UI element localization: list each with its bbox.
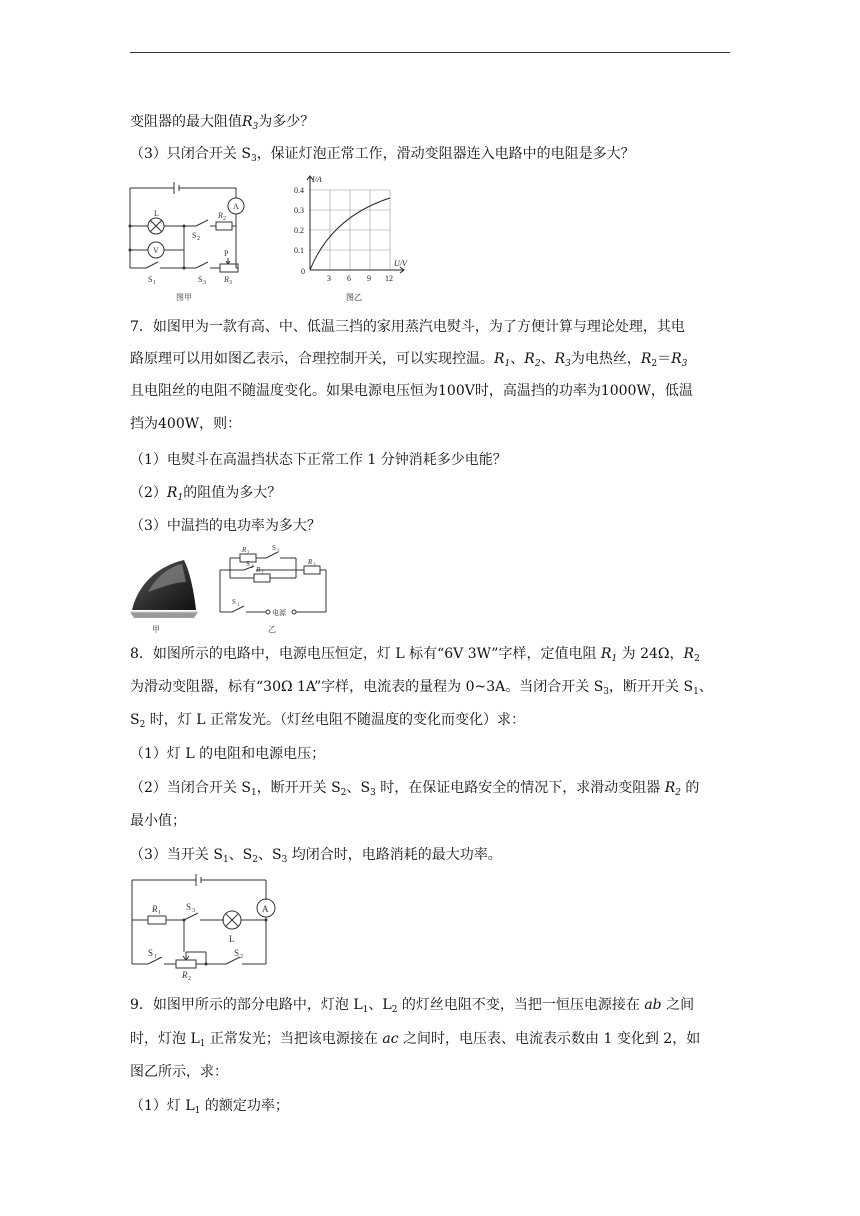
q7-sub-3 (130, 517, 321, 535)
x-tick: 12 (385, 274, 393, 283)
q7-line-4 (130, 415, 241, 433)
sub: 1 (504, 359, 511, 369)
s1-sub: 1 (237, 603, 240, 608)
power-source-label: 电源 (272, 609, 286, 617)
q7-circuit-diagram (214, 544, 336, 636)
r3-sub: 3 (313, 563, 316, 568)
s1-label: S (232, 598, 236, 606)
s2-sub: 2 (251, 565, 254, 570)
fig-caption-b: 乙 (268, 625, 276, 634)
var: ab (644, 997, 662, 1013)
r2-label: R (182, 970, 188, 980)
r2-sub: 2 (223, 216, 226, 222)
q6-continuation (130, 113, 314, 131)
s3-label: S (198, 275, 203, 284)
text: 变阻器的最大阻值 (130, 114, 242, 130)
r2-sub: 2 (188, 976, 191, 982)
text: （3）中温挡的电功率为多大？ (130, 518, 321, 534)
sub: 3 (370, 788, 376, 798)
sub: 1 (250, 788, 257, 798)
text: （1）灯 L (130, 1098, 195, 1114)
s1-sub: 1 (153, 280, 156, 286)
q8-sub-1 (130, 745, 325, 763)
y-tick: 0.2 (294, 226, 304, 235)
text: 时，灯 L 正常发光。（灯丝电阻不随温度的变化而变化）求： (145, 712, 525, 728)
q8-sub-2-cont (130, 812, 186, 830)
sub: 3 (252, 122, 259, 132)
x-tick: 3 (327, 274, 331, 283)
text: 、 (510, 351, 525, 367)
r3-label: R (308, 558, 313, 566)
text: 9．如图甲所示的部分电路中，灯泡 L (130, 997, 363, 1013)
sub: 3 (681, 359, 688, 369)
fig-caption-a: 图甲 (176, 293, 192, 302)
sub: 1 (362, 1005, 369, 1015)
voltmeter-label: V (153, 246, 159, 255)
s2-sub: 2 (197, 236, 200, 242)
sub: 1 (194, 1106, 201, 1116)
text: 为多少？ (258, 114, 315, 130)
text: 为电热丝， (570, 351, 641, 367)
text: （1）灯 L 的电阻和电源电压； (130, 746, 326, 762)
q8-circuit-diagram (126, 868, 278, 982)
var: R (166, 485, 178, 501)
var: R (640, 351, 652, 367)
var: R (671, 351, 682, 367)
s2-label: S (246, 560, 250, 568)
text: 8．如图所示的电路中，电源电压恒定，灯 L 标有“6V 3W”字样，定值电阻 (130, 646, 601, 662)
q8-line-3 (130, 711, 525, 729)
text: S (130, 712, 140, 728)
s3-label: S (272, 544, 276, 552)
text: 图乙所示，求： (130, 1064, 228, 1080)
fig-caption-b: 图乙 (346, 293, 362, 302)
sub: 1 (177, 493, 184, 503)
sub: 3 (281, 855, 288, 865)
s1-label: S (148, 275, 153, 284)
text: 、 (698, 679, 713, 695)
text: 的额定功率； (200, 1098, 289, 1114)
r2-label: R (218, 211, 223, 220)
text: ，断开开关 S (256, 780, 341, 796)
text: （2）当闭合开关 S (130, 780, 251, 796)
s2-sub: 2 (240, 954, 243, 960)
y-tick: 0.3 (294, 206, 304, 215)
q6-part3 (130, 145, 635, 163)
r1-sub: 1 (261, 571, 264, 576)
text: 为滑动变阻器，标有“30Ω 1A”字样，电流表的量程为 0~3A。当闭合开关 S (130, 679, 604, 695)
text: （3）只闭合开关 S (130, 146, 251, 162)
sub: 3 (250, 154, 257, 164)
var: R (494, 351, 505, 367)
q8-sub-3 (130, 846, 502, 864)
s1-label: S (148, 948, 154, 958)
y-tick: 0.1 (294, 246, 304, 255)
sub: 3 (565, 359, 571, 369)
q7-line-3 (130, 382, 693, 400)
sub: 2 (391, 1005, 398, 1015)
text: 、S (346, 780, 371, 796)
s1-sub: 1 (154, 954, 157, 960)
sub: 1 (199, 1039, 206, 1049)
origin-label: 0 (301, 267, 305, 276)
text: ＝ (657, 351, 672, 367)
q6-circuit-diagram (124, 176, 264, 306)
sub: 2 (340, 788, 347, 798)
x-axis-label: U/V (394, 259, 407, 268)
text: 正常发光；当把该电源接在 (205, 1031, 383, 1047)
text: 均闭合时，电路消耗的最大功率。 (287, 847, 502, 863)
text: （1）电熨斗在高温挡状态下正常工作 1 分钟消耗多少电能？ (130, 452, 507, 468)
text: ，保证灯泡正常工作，滑动变阻器连入电路中的电阻是多大？ (256, 146, 635, 162)
var: R (664, 780, 676, 796)
text: 时，灯泡 L (130, 1031, 200, 1047)
var-r: R (242, 114, 253, 130)
q6-iu-graph (286, 170, 416, 304)
sub: 2 (534, 359, 541, 369)
s3-sub: 3 (203, 280, 206, 286)
lamp-label: L (229, 934, 235, 944)
text: ，断开开关 S (609, 679, 694, 695)
text: 、S (228, 847, 253, 863)
q8-line-1 (130, 645, 700, 663)
ammeter-label: A (233, 202, 239, 211)
s3-sub: 3 (277, 549, 280, 554)
sub: 3 (603, 687, 610, 697)
text: （3）当开关 S (130, 847, 223, 863)
lamp-label: L (154, 209, 159, 218)
text: 时，在保证电路安全的情况下，求滑动变阻器 (375, 780, 665, 796)
q7-line-1 (130, 318, 685, 336)
text: 7．如图甲为一款有高、中、低温三挡的家用蒸汽电熨斗，为了方便计算与理论处理，其电 (130, 319, 685, 335)
text: 的 (680, 780, 700, 796)
q9-sub-1 (130, 1097, 289, 1115)
sub: 2 (675, 788, 681, 798)
var: R (554, 351, 566, 367)
text: 、S (258, 847, 282, 863)
fig-caption-a: 甲 (152, 625, 160, 634)
text: 为 24Ω， (617, 646, 684, 662)
text: 且电阻丝的电阻不随温度变化。如果电源电压恒为100V时，高温挡的功率为1000W，低温 (130, 383, 693, 399)
var: R (600, 646, 612, 662)
text: 挡为400W，则： (130, 416, 242, 432)
sub: 1 (222, 855, 229, 865)
text: 最小值； (130, 813, 186, 829)
var: ac (382, 1031, 399, 1047)
y-axis-label: I/A (312, 175, 322, 184)
s2-label: S (234, 948, 240, 958)
sub: 2 (694, 654, 700, 664)
text: 的阻值为多大？ (183, 485, 282, 501)
sub: 2 (139, 720, 146, 730)
text: 之间 (661, 997, 695, 1013)
r1-label: R (152, 904, 158, 914)
q7-steam-iron-image (128, 552, 208, 636)
q9-line-1 (130, 996, 694, 1014)
r1-sub: 1 (158, 910, 161, 916)
q7-sub-2 (130, 484, 281, 502)
x-tick: 6 (347, 274, 351, 283)
header-rule (130, 52, 730, 53)
y-tick: 0.4 (294, 186, 304, 195)
s2-label: S (192, 231, 197, 240)
r3-label: R (224, 275, 229, 284)
q7-sub-1 (130, 451, 507, 469)
text: （2） (130, 485, 167, 501)
r2-sub: 2 (247, 551, 250, 556)
s3-label: S (186, 902, 192, 912)
sub: 2 (651, 359, 658, 369)
var: R (683, 646, 695, 662)
text: 之间时，电压表、电流表示数由 1 变化到 2，如 (398, 1031, 701, 1047)
r2-label: R (242, 546, 247, 554)
q8-line-2 (130, 678, 713, 696)
text: 路原理可以用如图乙表示，合理控制开关，可以实现控温。 (130, 351, 494, 367)
q9-line-3 (130, 1063, 228, 1081)
r3-sub: 3 (229, 280, 232, 286)
x-tick: 9 (367, 274, 371, 283)
sub: 2 (252, 855, 259, 865)
s3-sub: 3 (192, 908, 195, 914)
q8-sub-2 (130, 779, 699, 797)
q7-line-2 (130, 350, 687, 368)
r1-label: R (256, 566, 261, 574)
slider-p-label: P (224, 249, 229, 258)
text: 的灯丝电阻不变，当把一恒压电源接在 (397, 997, 645, 1013)
sub: 1 (611, 654, 618, 664)
text: 、L (368, 997, 392, 1013)
text: 、 (540, 351, 555, 367)
var: R (524, 351, 535, 367)
ammeter-label: A (262, 904, 269, 914)
sub: 1 (693, 687, 699, 697)
q9-line-2 (130, 1030, 700, 1048)
